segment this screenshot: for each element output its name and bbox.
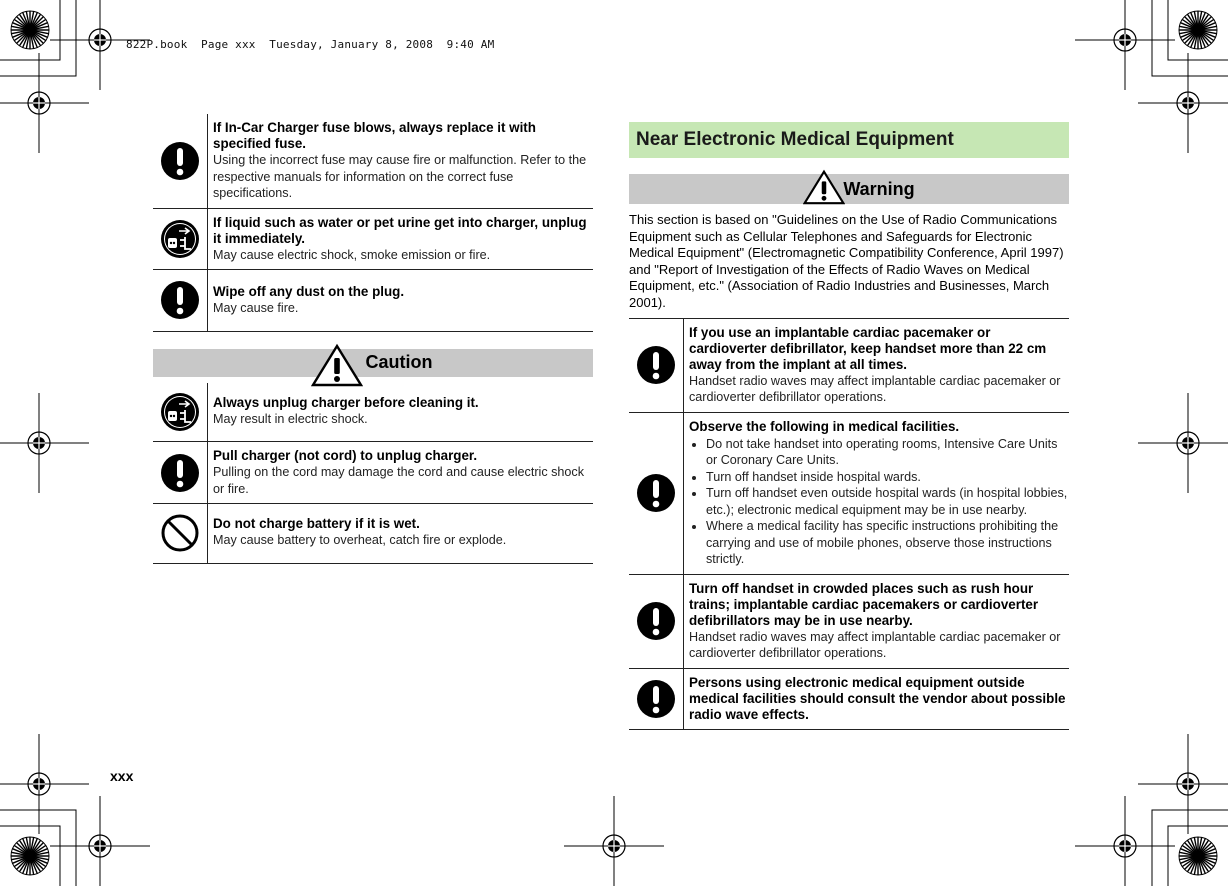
safety-row bbox=[153, 504, 593, 564]
prohibited-icon bbox=[153, 504, 208, 563]
book-info-header: 822P.book Page xxx Tuesday, January 8, 2008 9:40 AM bbox=[126, 38, 495, 51]
safety-row bbox=[629, 319, 1069, 413]
row-title: If liquid such as water or pet urine get into charger, unplug it immediately. bbox=[213, 214, 587, 246]
row-title: Pull charger (not cord) to unplug charger. bbox=[213, 448, 478, 463]
safety-row bbox=[153, 383, 593, 443]
row-title: If In-Car Charger fuse blows, always replace it with specified fuse. bbox=[213, 120, 536, 151]
row-description: Pulling on the cord may damage the cord and cause electric shock or fire. bbox=[213, 465, 585, 496]
row-title: Persons using electronic medical equipment outside medical facilities should consult the vendor about possible radio wave effects. bbox=[689, 674, 1066, 722]
row-title: If you use an implantable cardiac pacemaker or cardioverter defibrillator, keep handset more than 22 cm away from the implant at all times. bbox=[689, 324, 1047, 372]
list-item: • Turn off handset even outside hospital wards (in hospital lobbies, etc.); electronic medical equipment may be in use nearby. bbox=[706, 485, 1069, 518]
row-description: May cause battery to overheat, catch fire or explode. bbox=[213, 533, 507, 547]
caution-band bbox=[153, 349, 593, 377]
row-title: Do not charge battery if it is wet. bbox=[213, 516, 420, 531]
exclamation-icon bbox=[629, 413, 684, 574]
page-number: xxx bbox=[110, 768, 134, 784]
row-description: Handset radio waves may affect implantable cardiac pacemaker or cardioverter defibrillator operations. bbox=[689, 373, 1061, 405]
exclamation-icon bbox=[153, 114, 208, 208]
row-title: Always unplug charger before cleaning it. bbox=[213, 394, 479, 410]
list-item: • Do not take handset into operating rooms, Intensive Care Units or Coronary Care Units. bbox=[706, 436, 1069, 469]
warning-band bbox=[629, 174, 1069, 204]
warning-label: Warning bbox=[843, 178, 915, 199]
warning-triangle-icon bbox=[803, 168, 845, 206]
safety-row bbox=[153, 270, 593, 332]
exclamation-icon bbox=[629, 575, 684, 668]
row-title: Wipe off any dust on the plug. bbox=[213, 284, 405, 299]
safety-row bbox=[629, 413, 1069, 575]
right-column bbox=[629, 122, 1069, 730]
exclamation-icon bbox=[153, 442, 208, 503]
safety-row bbox=[153, 442, 593, 504]
exclamation-icon bbox=[153, 270, 208, 331]
safety-row bbox=[629, 575, 1069, 669]
safety-row bbox=[153, 114, 593, 209]
intro-paragraph: This section is based on "Guidelines on the Use of Radio Communications Equipment such as Cellular Telephones and Safeguards for Electronic Medical Equipment" (Electromagnetic Compatibility Conference, April 1997) and "Report of Investigation of the Effects of Radio Waves on Medical Equipment, etc." (Association of Radio Industries and Businesses, March 2001). bbox=[629, 212, 1064, 310]
left-column bbox=[153, 114, 593, 564]
unplug-icon bbox=[153, 209, 208, 270]
exclamation-icon bbox=[629, 669, 684, 729]
row-description: May result in electric shock. bbox=[213, 411, 368, 426]
warning-triangle-icon bbox=[311, 343, 363, 387]
unplug-icon bbox=[153, 383, 208, 442]
bullet-list bbox=[689, 436, 1069, 568]
row-title: Turn off handset in crowded places such as rush hour trains; implantable cardiac pacemakers or cardioverter defibrillators may be in use nearby. bbox=[689, 580, 1039, 628]
row-description: May cause electric shock, smoke emission or fire. bbox=[213, 247, 491, 262]
list-item: • Turn off handset inside hospital wards. bbox=[706, 469, 1069, 486]
list-item: • Where a medical facility has specific instructions prohibiting the carrying and use of mobile phones, observe those instructions strictly. bbox=[706, 518, 1069, 568]
section-title: Near Electronic Medical Equipment bbox=[629, 122, 1069, 158]
safety-row bbox=[153, 209, 593, 271]
exclamation-icon bbox=[629, 319, 684, 412]
caution-label: Caution bbox=[365, 352, 433, 372]
row-description: Handset radio waves may affect implantable cardiac pacemaker or cardioverter defibrillator operations. bbox=[689, 629, 1061, 661]
row-title: Observe the following in medical facilities. bbox=[689, 418, 960, 434]
safety-row bbox=[629, 669, 1069, 730]
row-description: Using the incorrect fuse may cause fire or malfunction. Refer to the respective manuals for information on the correct fuse specifications. bbox=[213, 153, 587, 200]
row-description: May cause fire. bbox=[213, 301, 299, 315]
